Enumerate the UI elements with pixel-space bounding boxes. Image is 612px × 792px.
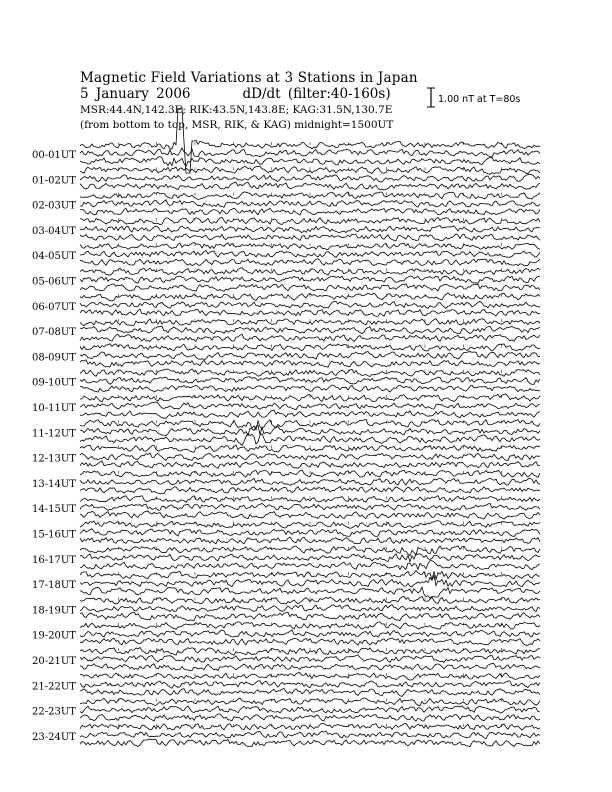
trace-msr	[80, 638, 540, 645]
trace-msr	[80, 714, 540, 721]
trace-rik	[80, 148, 540, 157]
row-label: 10-11UT	[32, 403, 76, 414]
trace-rik	[80, 377, 540, 385]
row-label: 11-12UT	[32, 428, 76, 440]
trace-rik	[80, 655, 540, 663]
trace-msr	[80, 157, 540, 167]
trace-msr	[80, 612, 540, 621]
trace-msr	[80, 385, 540, 392]
row-label: 23-24UT	[32, 731, 76, 743]
row-label: 03-04UT	[32, 225, 76, 237]
scale-bar-label: 1.00 nT at T=80s	[438, 94, 521, 105]
trace-rik	[80, 554, 540, 562]
trace-msr	[80, 561, 540, 570]
row-label: 15-16UT	[32, 529, 76, 541]
trace-msr	[80, 739, 540, 747]
trace-rik	[80, 200, 540, 207]
trace-rik	[80, 301, 540, 308]
trace-msr	[80, 487, 540, 494]
chart-title: Magnetic Field Variations at 3 Stations in Japan	[80, 70, 418, 86]
trace-rik	[80, 326, 540, 334]
trace-rik	[80, 453, 540, 460]
trace-msr	[80, 182, 540, 190]
row-label: 01-02UT	[32, 175, 76, 187]
trace-rik	[80, 605, 540, 612]
trace-msr	[80, 259, 540, 266]
chart-date: 5 January 2006	[80, 86, 191, 102]
row-label: 12-13UT	[32, 453, 76, 465]
row-label: 04-05UT	[32, 251, 76, 263]
row-label: 08-09UT	[32, 352, 76, 364]
trace-rik	[80, 226, 540, 233]
trace-msr	[80, 434, 540, 446]
trace-rik	[80, 706, 540, 713]
row-label: 21-22UT	[32, 681, 76, 693]
row-label: 16-17UT	[32, 554, 76, 566]
row-label: 19-20UT	[32, 630, 76, 642]
trace-rik	[80, 630, 540, 637]
trace-rik	[80, 251, 540, 258]
row-label: 13-14UT	[32, 478, 76, 490]
station-coordinates: MSR:44.4N,142.3E; RIK:43.5N,143.8E; KAG:31.5N,130.7E	[80, 104, 393, 116]
trace-msr	[80, 234, 540, 241]
trace-msr	[80, 587, 540, 598]
trace-msr	[80, 284, 540, 292]
trace-msr	[80, 537, 540, 544]
trace-rik	[80, 503, 540, 510]
row-label: 07-08UT	[32, 327, 76, 339]
trace-msr	[80, 461, 540, 469]
row-label: 09-10UT	[32, 377, 76, 389]
trace-msr	[80, 334, 540, 341]
trace-msr	[80, 360, 540, 367]
trace-rik	[80, 425, 540, 435]
trace-rik	[80, 681, 540, 688]
station-order-note: (from bottom to top, MSR, RIK, & KAG) midnight=1500UT	[80, 119, 394, 131]
trace-msr	[80, 309, 540, 316]
trace-msr	[80, 689, 540, 697]
row-label: 20-21UT	[32, 656, 76, 667]
trace-msr	[80, 208, 540, 215]
row-label: 18-19UT	[32, 605, 76, 617]
trace-rik	[80, 352, 540, 360]
trace-rik	[80, 276, 540, 283]
trace-rik	[80, 731, 540, 739]
row-label: 06-07UT	[32, 301, 76, 313]
row-label: 14-15UT	[32, 504, 76, 516]
trace-msr	[80, 511, 540, 519]
row-label: 02-03UT	[32, 200, 76, 212]
trace-rik	[80, 402, 540, 410]
trace-rik	[80, 478, 540, 485]
row-label: 17-18UT	[32, 580, 76, 592]
trace-rik	[80, 529, 540, 537]
chart-quantity: dD/dt (filter:40-160s)	[242, 86, 391, 102]
row-label: 22-23UT	[32, 706, 76, 718]
trace-rik	[80, 174, 540, 182]
trace-msr	[80, 664, 540, 671]
scale-bar	[427, 88, 435, 107]
trace-msr	[80, 410, 540, 418]
row-label: 05-06UT	[32, 276, 76, 288]
trace-kag	[80, 369, 540, 377]
row-label: 00-01UT	[32, 150, 76, 161]
